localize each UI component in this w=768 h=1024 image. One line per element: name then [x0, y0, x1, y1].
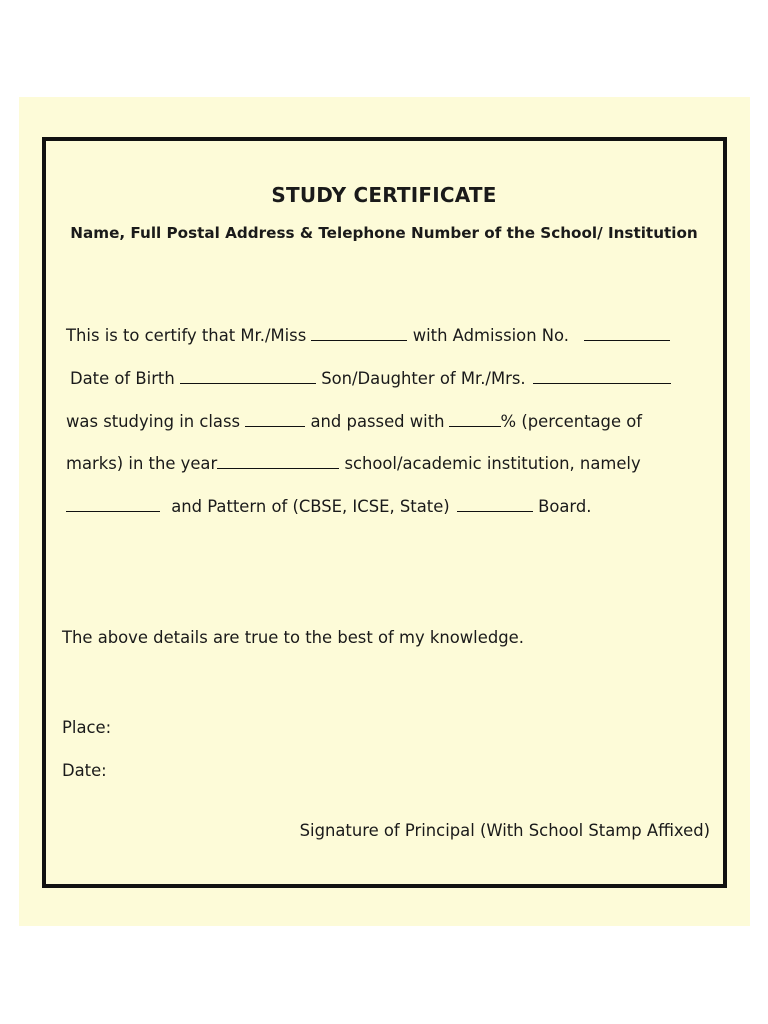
- name-blank: [311, 326, 407, 341]
- class-blank: [245, 412, 305, 427]
- declaration-text: The above details are true to the best of my knowledge.: [62, 628, 524, 647]
- year-label: marks) in the year: [66, 454, 218, 473]
- admission-blank: [584, 326, 670, 341]
- percentage-label: % (percentage of: [500, 412, 643, 431]
- pattern-label: and Pattern of (CBSE, ICSE, State): [171, 497, 450, 516]
- institution-subtitle: Name, Full Postal Address & Telephone Number of the School/ Institution: [70, 224, 698, 242]
- year-blank: [217, 454, 339, 469]
- board-blank: [457, 497, 533, 512]
- admission-label: with Admission No.: [412, 326, 570, 345]
- board-label: Board.: [538, 497, 592, 516]
- certify-text: This is to certify that Mr./Miss: [66, 326, 307, 345]
- institution-blank: [66, 497, 160, 512]
- place-label: Place:: [62, 718, 112, 737]
- date-label: Date:: [62, 761, 107, 780]
- principal-signature-label: Signature of Principal (With School Stamp Affixed): [299, 821, 710, 840]
- institution-label: school/academic institution, namely: [344, 454, 641, 473]
- class-line: [66, 412, 642, 432]
- dob-label: Date of Birth: [70, 369, 175, 388]
- certificate-title: STUDY CERTIFICATE: [271, 183, 497, 207]
- percentage-blank: [449, 412, 501, 427]
- passed-label: and passed with: [310, 412, 445, 431]
- parent-label: Son/Daughter of Mr./Mrs.: [321, 369, 526, 388]
- pattern-line: [66, 497, 592, 517]
- class-label: was studying in class: [66, 412, 241, 431]
- parent-blank: [533, 369, 671, 384]
- certify-line: [66, 326, 670, 346]
- birth-line: [70, 369, 671, 389]
- dob-blank: [180, 369, 316, 384]
- year-line: [66, 454, 641, 474]
